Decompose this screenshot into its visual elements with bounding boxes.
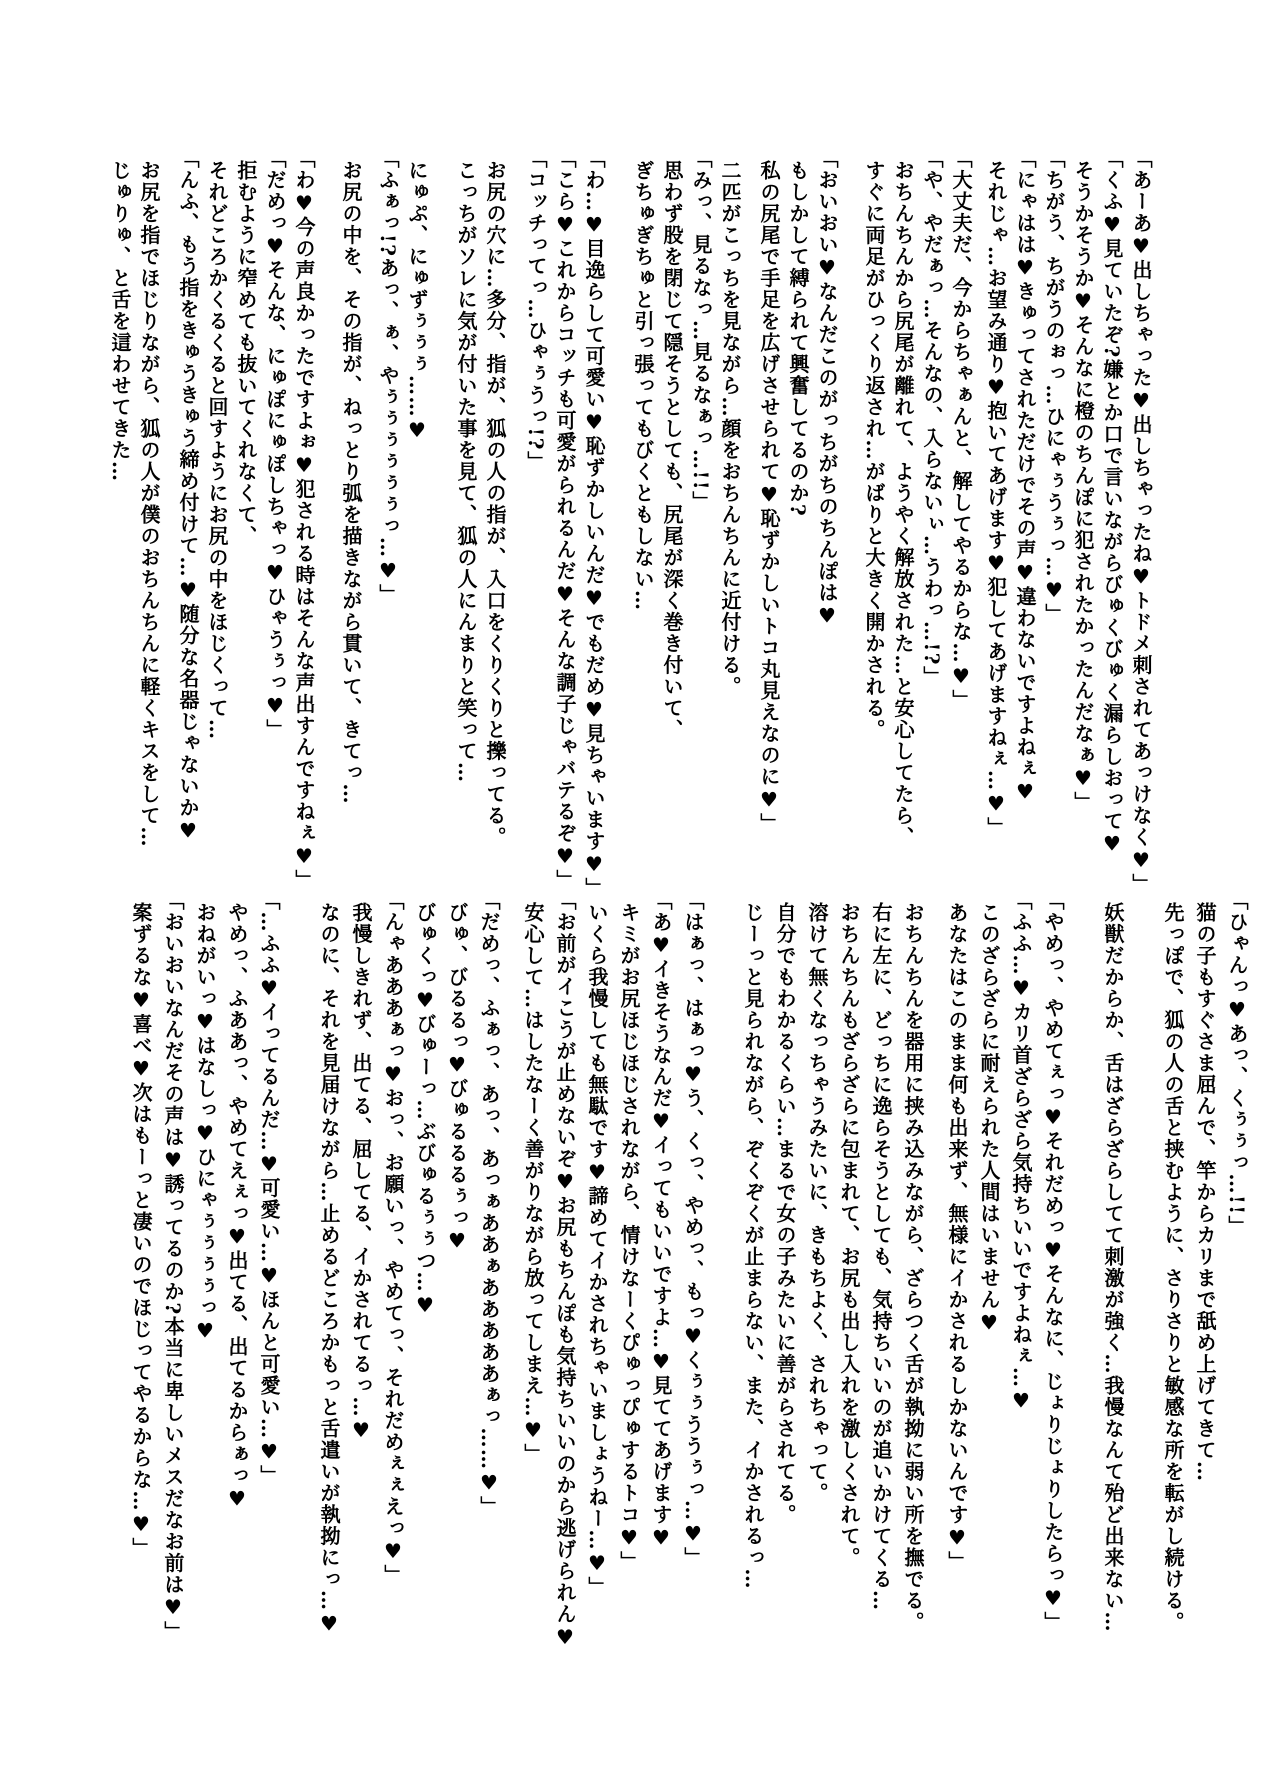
text-column: 「おいおいなんだその声は♥誘ってるのか?本当に卑しいメスだなお前は♥」 [161,890,185,1643]
text-column: こっちがソレに気が付いた事を見て、狐の人にんまりと笑って… [454,160,478,784]
text-column: 思わず股を閉じて隠そうとしても、尻尾が深く巻き付いて、 [660,160,684,741]
text-column: 「わ…♥目逸らして可愛い♥恥ずかしいんだ♥でもだめ♥見ちゃいます♥」 [582,148,606,899]
text-column: 「ひゃんっ♥あっ、くぅぅっ…!!」 [1225,890,1249,1238]
text-column: 「はぁっ、はぁっ♥う、くっ、やめっ、もっ♥くぅぅううぅっ…♥」 [681,890,705,1569]
text-column: 自分でもわかるくらい…まるで女の子みたいに善がらされてる。 [773,902,797,1526]
text-column: びゅ、びるるっ♥びゅるるるぅっ♥ [445,902,469,1254]
text-column: 我慢しきれず、出てる、屈してる、イかされてるっ…♥ [349,902,373,1444]
text-column: やめっ、ふああっ、やめてえぇっ♥出てる、出てるからぁっ♥ [225,902,249,1512]
text-column: 「くふ♥見ていたぞ?嫌とか口で言いながらびゅくびゅく漏らしおって♥ [1100,148,1124,858]
text-column: 「んふ、もう指をきゅうきゅう締め付けて…♥随分な名器じゃないか♥ [176,148,200,844]
text-column: あなたはこのまま何も出来ず、無様にイかされるしかないんです♥」 [945,902,969,1573]
text-column: そうかそうか♥そんなに橙のちんぽに犯されたかったんだなぁ♥」 [1071,160,1095,813]
text-column: それどころかくるくると回すようにお尻の中をほじくって… [205,160,229,741]
text-column: 「コッチってっ…ひゃぅうっ!?」 [524,148,548,473]
top-text-block [105,148,1155,898]
text-column: 「や、やだぁっ…そんなの、入らないぃ…うわっ…!?」 [920,148,944,688]
text-column: いくら我慢しても無駄です♥諦めてイかされちゃいましょうねー…♥」 [585,902,609,1598]
text-column: 「やめっ、やめてぇっ♥それだめっ♥そんなに、じょりじょりしたらっ♥」 [1041,890,1065,1633]
text-column: 「にゃはは♥きゅってされただけでその声♥違わないですよねぇ♥ [1013,148,1037,805]
text-column: 「だめっ♥そんな、にゅぽにゅぽしちゃっ♥ひゃうぅっ♥」 [263,148,287,741]
text-column: 溶けて無くなっちゃうみたいに、きもちよく、されちゃって。 [805,902,829,1504]
text-column: 私の尻尾で手足を広げさせられて♥恥ずかしいトコ丸見えなのに♥」 [757,160,781,835]
text-column: おちんちんから尻尾が離れて、ようやく解放された…と安心してたら、 [891,160,915,848]
bottom-text-block [125,890,1253,1670]
text-column: 拒むように窄めても抜いてくれなくて、 [234,160,258,547]
text-column: 「わ♥今の声良かったですよぉ♥犯される時はそんな声出すんですねぇ♥」 [292,148,316,891]
text-column: 「ちがう、ちがうのぉっ…ひにゃぅうぅっ…♥」 [1042,148,1066,625]
text-column: 「こら♥これからコッチも可愛がられるんだ♥そんな調子じゃバテるぞ♥」 [553,148,577,891]
text-column: ぎちゅぎちゅと引っ張ってもびくともしない… [631,160,655,612]
text-column: 「あーあ♥出しちゃった♥出しちゃったね♥トドメ刺されてあっけなく♥」 [1129,148,1153,895]
text-column: じゅりゅ、と舌を這わせてきた… [108,160,132,483]
text-column: おちんちんを器用に挟み込みながら、ざらつく舌が執拗に弱い所を撫でる。 [901,902,925,1633]
text-column: キミがお尻ほじほじされながら、情けなーくぴゅっぴゅするトコ♥」 [617,902,641,1573]
text-column: お尻の穴に…多分、指が、狐の人の指が、入口をくりくりと擽ってる。 [483,160,507,848]
text-column: 案ずるな♥喜べ♥次はもーっと凄いのでほじってやるからな…♥」 [129,902,153,1559]
text-column: 「…ふふ♥イってるんだ…♥可愛い…♥ほんと可愛い…♥」 [257,890,281,1487]
text-column: 「みっ、見るなっ…見るなぁっ…!!」 [689,148,713,513]
text-column: すぐに両足がひっくり返され…がばりと大きく開かされる。 [862,160,886,741]
text-column: お尻の中を、その指が、ねっとり弧を描きながら貫いて、きてっ… [339,160,363,805]
text-column: 「大丈夫だ、今からちゃぁんと、解してやるからな…♥」 [949,148,973,711]
text-column: 先っぽで、狐の人の舌と挟むように、さりさりと敏感な所を転がし続ける。 [1161,902,1185,1633]
text-column: 「ふぁっ!?あっ、ぁ、やぅぅぅぅぅぅっ…♥」 [376,148,400,606]
text-column: 「おいおい♥なんだこのがっちがちのちんぽは♥ [815,148,839,629]
text-column: じーっと見られながら、ぞくぞくが止まらない、また、イかされるっ… [741,902,765,1590]
text-column: 猫の子もすぐさま屈んで、竿からカリまで舐め上げてきて… [1193,902,1217,1483]
text-column: お尻を指でほじりながら、狐の人が僕のおちんちんに軽くキスをして… [137,160,161,848]
text-column: びゅくっ♥びゅーっ…ぶびゅるぅぅつ…♥ [413,902,437,1319]
text-column: 妖獣だからか、舌はざらざらしてて刺激が強く…我慢なんて殆ど出来ない… [1101,902,1125,1633]
text-column: にゅぷ、にゅずぅぅぅ……♥ [405,160,429,444]
text-column: それじゃ…お望み通り♥抱いてあげます♥犯してあげますねぇ…♥」 [984,160,1008,839]
text-column: 安心して…はしたなーく善がりながら放ってしまえ…♥」 [521,902,545,1465]
text-column: もしかして縛られて興奮してるのか? [786,160,810,518]
text-column: 「ふふ…♥カリ首ざらざら気持ちいいですよねぇ…♥ [1009,890,1033,1414]
text-column: このざらざらに耐えられた人間はいません♥ [977,902,1001,1336]
text-column: 「だめっ、ふぁっ、あっ、あっぁああぁあああああぁっ……♥」 [477,890,501,1518]
text-column: おちんちんもざらざらに包まれて、お尻も出し入れを激しくされて。 [837,902,861,1569]
text-column: 「んゃあああぁっ♥おっ、お願いっ、やめてっ、それだめぇぇえっ♥」 [381,890,405,1586]
text-column: おねがいっ♥はなしっ♥ひにゃぅぅぅぅっ♥ [193,902,217,1344]
text-column: 「あ♥イきそうなんだ♥イってもいいですよ…♥見ててあげます♥ [649,890,673,1551]
text-column: 右に左に、どっちに逸らそうとしても、気持ちいいのが追いかけてくる… [869,902,893,1612]
text-column: 「お前がイこうが止めないぞ♥お尻もちんぽも気持ちいいのから逃げられん♥ [553,890,577,1651]
text-column: 二匹がこっちを見ながら…顔をおちんちんに近付ける。 [718,160,742,698]
text-column: なのに、それを見届けながら…止めるどころかもっと舌遣いが執拗にっ…♥ [317,902,341,1637]
